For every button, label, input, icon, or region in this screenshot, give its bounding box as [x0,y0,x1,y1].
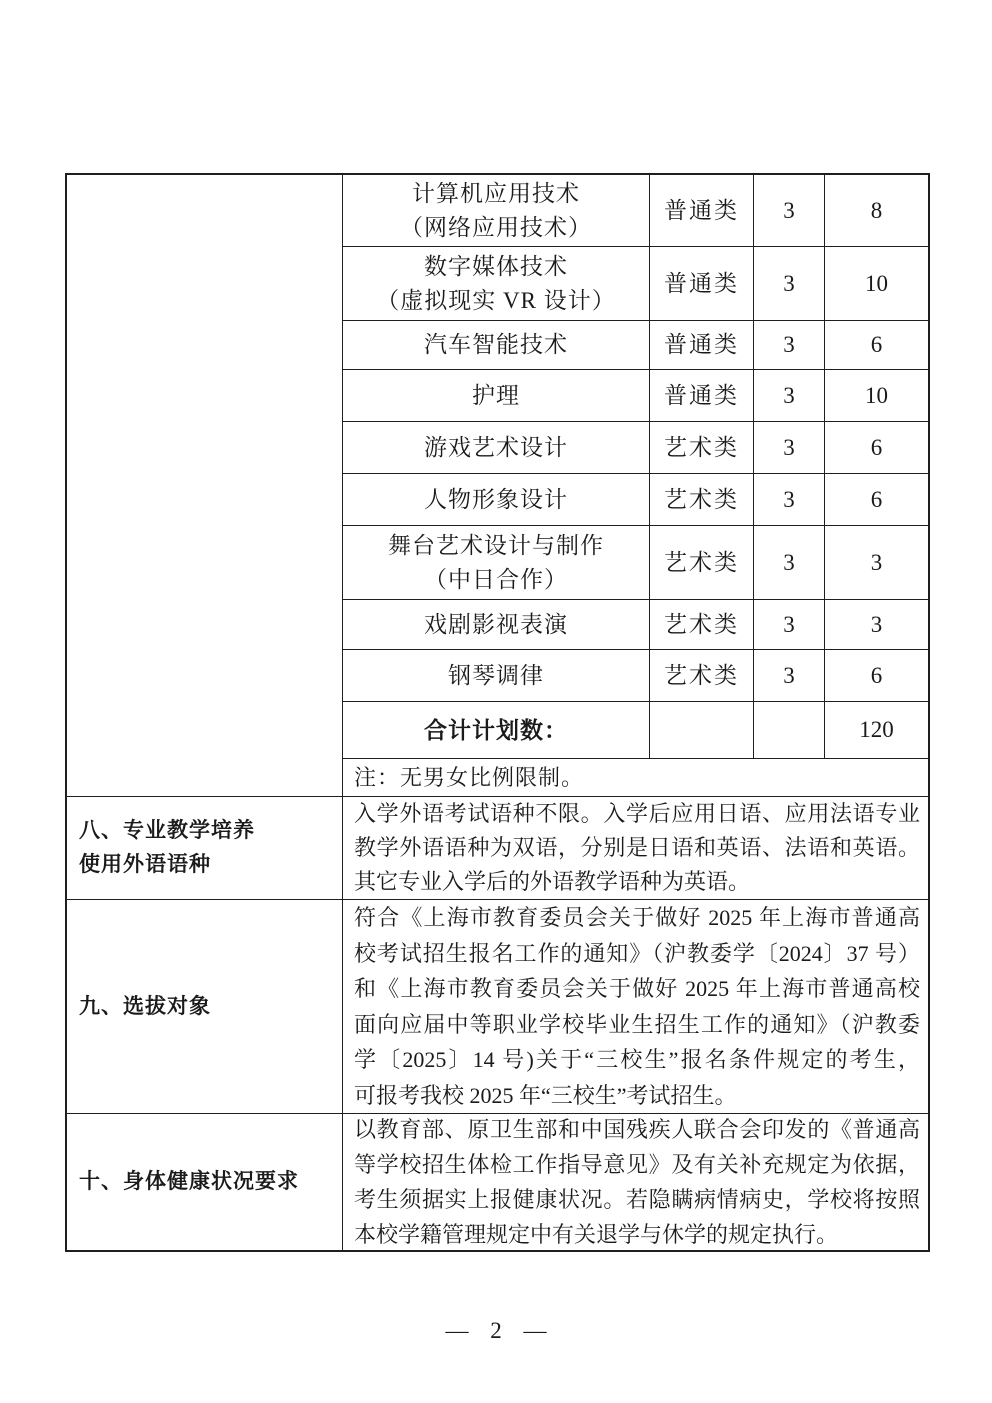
major-cell [343,321,650,370]
category-cell: 普通类 [650,370,754,422]
plan-count-cell: 3 [825,526,928,600]
major-name-line1: 汽车智能技术 [424,332,568,357]
content-line: 校考试招生报名工作的通知》（沪教委学〔2024〕37 号） [354,940,920,966]
major-name-line2: （中日合作） [424,566,568,592]
content-line: 等学校招生体检工作指导意见》及有关补充规定为依据， [354,1152,920,1177]
content-line: 入学外语考试语种不限。入学后应用日语、应用法语专业 [354,801,920,826]
section-content-health-requirement [343,1114,928,1250]
years-cell: 3 [754,370,825,422]
years-cell: 3 [754,321,825,370]
section-header-selection-target [67,900,343,1114]
section-header-foreign-language [67,797,343,900]
major-cell [343,422,650,474]
plan-count-cell: 3 [825,600,928,650]
total-label-cell: 合计计划数： [343,702,650,759]
years-cell: 3 [754,650,825,702]
plan-count-cell: 6 [825,474,928,526]
admission-plan-table [65,173,930,1252]
section-header-health-requirement [67,1114,343,1250]
major-cell [343,247,650,321]
major-name-line1: 护理 [472,382,520,408]
years-cell: 3 [754,600,825,650]
content-line: 面向应届中等职业学校毕业生招生工作的通知》（沪教委 [354,1011,920,1037]
major-name-line1: 舞台艺术设计与制作 [388,532,604,558]
category-cell: 艺术类 [650,526,754,600]
total-plan-cell: 120 [825,702,928,759]
content-line: 以教育部、原卫生部和中国残疾人联合会印发的《普通高 [354,1117,920,1142]
major-cell [343,650,650,702]
major-cell [343,526,650,600]
category-cell: 普通类 [650,321,754,370]
plan-count-cell: 10 [825,247,928,321]
category-cell: 艺术类 [650,474,754,526]
category-cell: 普通类 [650,175,754,247]
major-name-line1: 游戏艺术设计 [424,434,568,460]
major-name-line2: （虚拟现实 VR 设计） [376,287,616,313]
major-name-line1: 数字媒体技术 [424,253,568,279]
content-line: 本校学籍管理规定中有关退学与休学的规定执行。 [354,1222,839,1247]
years-cell: 3 [754,422,825,474]
plan-count-cell: 10 [825,370,928,422]
content-line: 和《上海市教育委员会关于做好 2025 年上海市普通高校 [354,976,920,1001]
category-cell: 普通类 [650,247,754,321]
major-name-line1: 戏剧影视表演 [424,611,568,637]
section-header-line2: 使用外语语种 [79,853,211,876]
content-line: 可报考我校 2025 年“三校生”考试招生。 [354,1082,737,1108]
total-years-cell [754,702,825,759]
years-cell: 3 [754,175,825,247]
years-cell: 3 [754,474,825,526]
major-name-line1: 人物形象设计 [424,486,568,512]
content-line: 其它专业入学后的外语教学语种为英语。 [354,869,751,894]
page-number: — 2 — [445,1318,547,1343]
total-category-cell [650,702,754,759]
section-header-line1: 九、选拔对象 [79,994,211,1018]
years-cell: 3 [754,247,825,321]
plan-count-cell: 6 [825,422,928,474]
content-line: 教学外语语种为双语，分别是日语和英语、法语和英语。 [354,835,920,860]
years-cell: 3 [754,526,825,600]
note-cell: 注：无男女比例限制。 [343,759,928,797]
major-cell [343,370,650,422]
plan-count-cell: 6 [825,650,928,702]
section-header-line1: 十、身体健康状况要求 [79,1170,299,1193]
content-line: 学〔2025〕14 号)关于“三校生”报名条件规定的考生， [354,1047,920,1072]
section-content-selection-target [343,900,928,1114]
category-cell: 艺术类 [650,600,754,650]
left-spanner-cell [67,175,343,797]
plan-count-cell: 6 [825,321,928,370]
major-name-line1: 计算机应用技术 [412,180,580,206]
category-cell: 艺术类 [650,422,754,474]
major-cell [343,600,650,650]
category-cell: 艺术类 [650,650,754,702]
section-header-line1: 八、专业教学培养 [79,819,255,842]
content-line: 符合《上海市教育委员会关于做好 2025 年上海市普通高 [354,905,920,930]
major-cell [343,474,650,526]
content-line: 考生须据实上报健康状况。若隐瞒病情病史，学校将按照 [354,1187,920,1212]
major-name-line2: （网络应用技术） [400,214,592,240]
major-name-line1: 钢琴调律 [448,662,544,688]
plan-count-cell: 8 [825,175,928,247]
section-content-foreign-language [343,797,928,900]
major-cell [343,175,650,247]
